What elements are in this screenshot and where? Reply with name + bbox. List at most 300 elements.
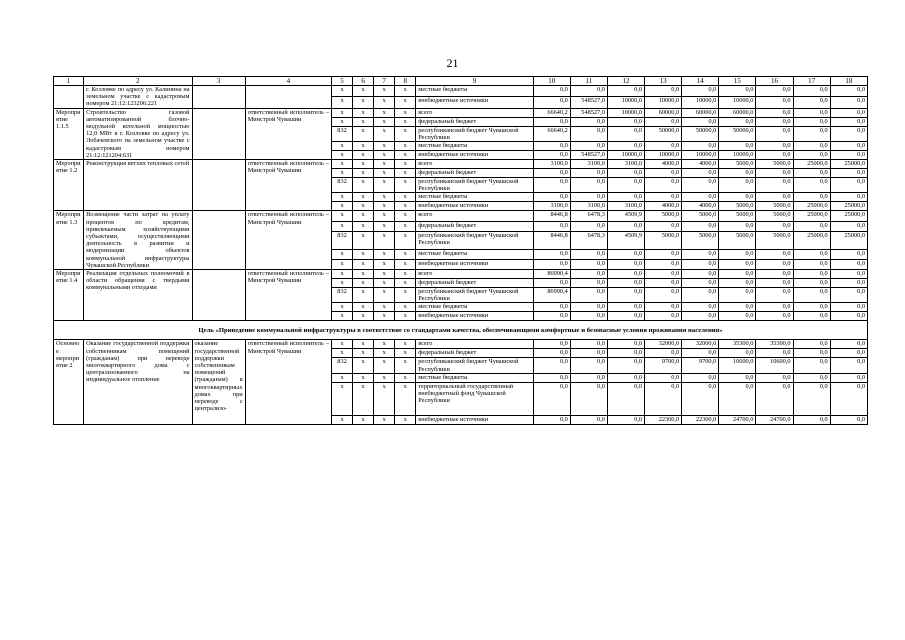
amount-cell: 0,0 [607,221,644,231]
amount-cell: 0,0 [607,169,644,178]
code-cell: x [353,97,374,108]
amount-cell: 3100,0 [607,160,644,169]
code-cell: x [374,126,395,141]
code-cell: x [395,358,416,373]
page-number: 21 [446,56,459,70]
measure-description: Строительство газовой автоматизированной блочно-модульной котельной мощностью 12,0 МВт в г. Козловке по адресу ул. Лобачевского на земельном участке с кадастровым номером 21:12:121204:631 [84,108,192,159]
amount-cell: 0,0 [793,221,830,231]
amount-cell: 0,0 [570,349,607,358]
amount-cell: 0,0 [607,249,644,259]
amount-cell: 0,0 [756,169,793,178]
amount-cell: 4000,0 [645,202,682,211]
amount-cell: 0,0 [570,382,607,415]
amount-cell: 0,0 [756,303,793,312]
amount-cell: 0,0 [533,193,570,202]
code-cell: x [374,270,395,279]
amount-cell: 10600,0 [756,358,793,373]
code-cell: x [353,178,374,193]
amount-cell: 0,0 [682,288,719,303]
amount-cell: 0,0 [645,288,682,303]
amount-cell: 0,0 [756,382,793,415]
amount-cell: 0,0 [570,259,607,269]
amount-cell: 25000,0 [793,160,830,169]
amount-cell: 0,0 [570,288,607,303]
funding-source: внебюджетные источники [416,97,533,108]
amount-cell: 6478,3 [570,231,607,249]
amount-cell: 0,0 [645,259,682,269]
code-cell: x [353,340,374,349]
header-cell: 16 [756,77,793,86]
code-cell: x [395,270,416,279]
amount-cell: 9700,0 [645,358,682,373]
code-cell: x [374,211,395,221]
amount-cell: 0,0 [682,349,719,358]
amount-cell: 0,0 [682,142,719,151]
amount-cell: 4000,0 [682,202,719,211]
amount-cell: 0,0 [607,270,644,279]
amount-cell: 0,0 [682,382,719,415]
amount-cell: 0,0 [533,259,570,269]
measure-description: г. Козловке по адресу ул. Калинина на земельном участке с кадастровым номером 21:12:123206:221 [84,86,192,109]
amount-cell: 0,0 [645,86,682,97]
code-cell: x [395,231,416,249]
amount-cell: 0,0 [793,169,830,178]
amount-cell: 0,0 [719,303,756,312]
measure-name [54,86,84,109]
amount-cell: 0,0 [570,373,607,382]
table-row [54,211,868,221]
amount-cell: 0,0 [830,373,867,382]
amount-cell: 3100,0 [533,202,570,211]
amount-cell: 60000,0 [682,108,719,117]
code-cell: x [353,160,374,169]
amount-cell: 0,0 [830,340,867,349]
table-row [54,160,868,169]
code-cell: x [395,193,416,202]
funding-source: внебюджетные источники [416,151,533,160]
amount-cell: 0,0 [830,288,867,303]
code-cell: x [353,312,374,321]
amount-cell: 0,0 [607,382,644,415]
code-cell: x [395,382,416,415]
funding-source: всего [416,211,533,221]
amount-cell: 50000,0 [719,126,756,141]
code-cell: x [374,178,395,193]
code-cell: x [374,312,395,321]
amount-cell: 0,0 [645,178,682,193]
amount-cell: 0,0 [756,86,793,97]
amount-cell: 0,0 [570,126,607,141]
amount-cell: 0,0 [682,249,719,259]
amount-cell: 8446,8 [533,211,570,221]
responsible-executor: ответственный исполнитель – Минстрой Чувашии [245,160,331,211]
code-cell: x [374,382,395,415]
code-cell: x [353,259,374,269]
funding-source: республиканский бюджет Чувашской Республики [416,231,533,249]
amount-cell: 0,0 [533,303,570,312]
code-cell: x [332,303,353,312]
code-cell: 832 [332,288,353,303]
amount-cell: 0,0 [793,279,830,288]
code-cell: x [374,142,395,151]
code-cell: x [332,259,353,269]
funding-source: всего [416,270,533,279]
amount-cell: 0,0 [793,288,830,303]
measure-description: Реконструкция ветхих тепловых сетей [84,160,192,211]
code-cell: x [353,211,374,221]
amount-cell: 0,0 [607,340,644,349]
amount-cell: 0,0 [645,193,682,202]
amount-cell: 0,0 [607,117,644,126]
funding-source: внебюджетные источники [416,259,533,269]
amount-cell: 32000,0 [645,340,682,349]
code-cell: x [353,415,374,424]
funding-source: внебюджетные источники [416,312,533,321]
amount-cell: 5000,0 [719,231,756,249]
code-cell: x [332,279,353,288]
header-cell: 15 [719,77,756,86]
header-cell: 2 [84,77,192,86]
code-cell: x [353,117,374,126]
amount-cell: 0,0 [793,270,830,279]
table-row [54,86,868,97]
amount-cell: 0,0 [607,86,644,97]
amount-cell: 0,0 [607,279,644,288]
amount-cell: 0,0 [793,117,830,126]
code-cell: x [395,108,416,117]
responsible-executor: ответственный исполнитель – Минстрой Чувашии [245,340,331,424]
header-cell: 6 [353,77,374,86]
amount-cell: 0,0 [533,86,570,97]
code-cell: x [353,270,374,279]
measure-name: Мероприятие 1.1.5 [54,108,84,159]
amount-cell: 0,0 [756,259,793,269]
amount-cell: 0,0 [756,288,793,303]
code-cell: x [374,117,395,126]
code-cell: x [332,221,353,231]
code-cell: x [395,415,416,424]
funding-source: местные бюджеты [416,142,533,151]
amount-cell: 0,0 [719,86,756,97]
amount-cell: 0,0 [830,279,867,288]
amount-cell: 0,0 [756,108,793,117]
amount-cell: 0,0 [793,415,830,424]
amount-cell: 0,0 [570,358,607,373]
code-cell: x [395,142,416,151]
amount-cell: 0,0 [756,221,793,231]
code-cell: x [332,270,353,279]
amount-cell: 0,0 [756,193,793,202]
amount-cell: 0,0 [607,415,644,424]
amount-cell: 0,0 [756,373,793,382]
funding-source: республиканский бюджет Чувашской Республики [416,178,533,193]
amount-cell: 0,0 [756,279,793,288]
amount-cell: 0,0 [830,169,867,178]
code-cell: x [395,373,416,382]
amount-cell: 0,0 [682,259,719,269]
amount-cell: 66640,2 [533,108,570,117]
code-cell: x [395,211,416,221]
amount-cell: 0,0 [793,312,830,321]
code-cell: x [374,259,395,269]
amount-cell: 3100,0 [570,202,607,211]
header-cell: 14 [682,77,719,86]
amount-cell: 0,0 [682,312,719,321]
amount-cell: 0,0 [830,358,867,373]
amount-cell: 4509,9 [607,231,644,249]
amount-cell: 22300,0 [682,415,719,424]
code-cell: x [395,349,416,358]
code-cell: x [332,211,353,221]
amount-cell: 10000,0 [682,97,719,108]
funding-source: местные бюджеты [416,249,533,259]
amount-cell: 0,0 [719,142,756,151]
code-cell: x [353,86,374,97]
amount-cell: 0,0 [570,249,607,259]
amount-cell: 0,0 [719,288,756,303]
code-cell: x [374,349,395,358]
header-cell: 5 [332,77,353,86]
funding-source: местные бюджеты [416,193,533,202]
code-cell: x [395,221,416,231]
amount-cell: 0,0 [570,279,607,288]
code-cell: x [374,340,395,349]
amount-cell: 0,0 [533,169,570,178]
code-cell: x [332,312,353,321]
measure-result [192,160,245,211]
amount-cell: 0,0 [830,349,867,358]
amount-cell: 0,0 [645,221,682,231]
amount-cell: 86990,4 [533,270,570,279]
amount-cell: 0,0 [533,97,570,108]
code-cell: x [332,349,353,358]
amount-cell: 0,0 [793,86,830,97]
amount-cell: 6478,3 [570,211,607,221]
code-cell: x [374,373,395,382]
code-cell: x [374,86,395,97]
code-cell: x [332,202,353,211]
code-cell: x [332,142,353,151]
amount-cell: 0,0 [719,259,756,269]
amount-cell: 0,0 [756,178,793,193]
amount-cell: 25000,0 [793,231,830,249]
amount-cell: 0,0 [570,312,607,321]
amount-cell: 0,0 [830,178,867,193]
amount-cell: 0,0 [607,193,644,202]
header-cell: 17 [793,77,830,86]
amount-cell: 5000,0 [756,211,793,221]
amount-cell: 60000,0 [645,108,682,117]
amount-cell: 0,0 [793,340,830,349]
header-cell: 10 [533,77,570,86]
amount-cell: 0,0 [570,193,607,202]
amount-cell: 5000,0 [719,202,756,211]
amount-cell: 0,0 [533,373,570,382]
amount-cell: 0,0 [607,288,644,303]
code-cell: x [332,382,353,415]
amount-cell: 0,0 [682,279,719,288]
amount-cell: 0,0 [830,108,867,117]
amount-cell: 0,0 [830,117,867,126]
code-cell: x [395,202,416,211]
amount-cell: 0,0 [533,249,570,259]
amount-cell: 0,0 [793,151,830,160]
amount-cell: 5000,0 [682,231,719,249]
measure-description: Возмещение части затрат на уплату процентов по кредитам, привлекаемым хозяйствующими субъектами, осуществляющими деятельность в развитии и модернизации объектов коммунальной инфраструктуры Чувашской Республики [84,211,192,270]
funding-source: местные бюджеты [416,373,533,382]
amount-cell: 22300,0 [645,415,682,424]
code-cell: x [353,279,374,288]
code-cell: x [395,303,416,312]
header-cell: 13 [645,77,682,86]
amount-cell: 0,0 [682,373,719,382]
code-cell: x [332,117,353,126]
amount-cell: 0,0 [533,279,570,288]
amount-cell: 0,0 [682,178,719,193]
header-cell: 7 [374,77,395,86]
measure-result [192,211,245,270]
amount-cell: 25000,0 [793,202,830,211]
amount-cell: 0,0 [719,117,756,126]
amount-cell: 50000,0 [645,126,682,141]
amount-cell: 25000,0 [830,231,867,249]
measure-description: Реализация отдельных полномочий в области обращения с твердыми коммунальными отходами [84,270,192,321]
funding-source: федеральный бюджет [416,279,533,288]
code-cell: x [353,193,374,202]
amount-cell: 0,0 [830,303,867,312]
amount-cell: 0,0 [793,259,830,269]
amount-cell: 0,0 [793,358,830,373]
amount-cell: 0,0 [570,303,607,312]
amount-cell: 0,0 [570,169,607,178]
code-cell: x [332,249,353,259]
goal-row [54,321,868,340]
amount-cell: 3100,0 [533,160,570,169]
amount-cell: 0,0 [607,303,644,312]
code-cell: x [332,169,353,178]
header-cell: 12 [607,77,644,86]
amount-cell: 0,0 [607,358,644,373]
amount-cell: 0,0 [830,415,867,424]
amount-cell: 5000,0 [719,211,756,221]
amount-cell: 0,0 [682,303,719,312]
amount-cell: 0,0 [570,415,607,424]
amount-cell: 0,0 [719,279,756,288]
amount-cell: 0,0 [719,178,756,193]
code-cell: x [395,169,416,178]
measure-name: Мероприятие 1.4 [54,270,84,321]
amount-cell: 0,0 [830,270,867,279]
amount-cell: 0,0 [719,249,756,259]
amount-cell: 25000,0 [830,202,867,211]
amount-cell: 0,0 [830,259,867,269]
amount-cell: 0,0 [719,193,756,202]
amount-cell: 25000,0 [830,211,867,221]
amount-cell: 60000,0 [719,108,756,117]
amount-cell: 0,0 [830,249,867,259]
code-cell: x [353,126,374,141]
amount-cell: 0,0 [719,382,756,415]
amount-cell: 0,0 [793,108,830,117]
amount-cell: 0,0 [830,221,867,231]
amount-cell: 0,0 [533,142,570,151]
measure-description: Оказание государственной поддержки собственникам помещений (гражданам) при переводе многоквартирного дома с централизованного на индивидуальное отопление [84,340,192,424]
code-cell: x [353,169,374,178]
header-cell: 9 [416,77,533,86]
code-cell: x [374,279,395,288]
code-cell: x [332,108,353,117]
amount-cell: 10000,0 [645,151,682,160]
amount-cell: 0,0 [719,270,756,279]
amount-cell: 0,0 [645,349,682,358]
amount-cell: 0,0 [645,382,682,415]
code-cell: x [374,303,395,312]
amount-cell: 0,0 [607,312,644,321]
amount-cell: 0,0 [756,126,793,141]
amount-cell: 0,0 [533,415,570,424]
amount-cell: 0,0 [570,86,607,97]
funding-source: внебюджетные источники [416,202,533,211]
code-cell: x [395,126,416,141]
goal-text: Цель «Приведение коммунальной инфраструктуры в соответствие со стандартами качества, обеспечивающими комфортные и безопасные условия проживания населения» [54,321,868,340]
amount-cell: 0,0 [570,340,607,349]
amount-cell: 0,0 [830,312,867,321]
code-cell: x [374,358,395,373]
code-cell: x [395,279,416,288]
amount-cell: 35300,0 [719,340,756,349]
code-cell: x [395,249,416,259]
amount-cell: 0,0 [570,221,607,231]
code-cell: x [332,86,353,97]
amount-cell: 0,0 [682,86,719,97]
header-cell: 1 [54,77,84,86]
code-cell: x [332,373,353,382]
header-cell: 18 [830,77,867,86]
amount-cell: 0,0 [607,126,644,141]
code-cell: 832 [332,358,353,373]
amount-cell: 0,0 [719,221,756,231]
code-cell: 832 [332,126,353,141]
funding-source: федеральный бюджет [416,349,533,358]
funding-source: всего [416,340,533,349]
code-cell: x [395,86,416,97]
funding-source: республиканский бюджет Чувашской Республики [416,126,533,141]
header-cell: 11 [570,77,607,86]
amount-cell: 0,0 [793,303,830,312]
amount-cell: 548527,0 [570,97,607,108]
amount-cell: 0,0 [533,340,570,349]
amount-cell: 32000,0 [682,340,719,349]
amount-cell: 24700,0 [756,415,793,424]
amount-cell: 0,0 [645,142,682,151]
amount-cell: 0,0 [830,97,867,108]
amount-cell: 0,0 [607,259,644,269]
responsible-executor [245,86,331,109]
budget-table [53,76,868,425]
funding-source: республиканский бюджет Чувашской Республики [416,358,533,373]
funding-source: всего [416,108,533,117]
measure-name: Мероприятие 1.3 [54,211,84,270]
amount-cell: 0,0 [756,97,793,108]
table-row [54,340,868,349]
code-cell: x [332,151,353,160]
amount-cell: 0,0 [793,126,830,141]
amount-cell: 0,0 [756,117,793,126]
amount-cell: 548527,0 [570,151,607,160]
amount-cell: 25000,0 [830,160,867,169]
amount-cell: 10000,0 [682,151,719,160]
funding-source: местные бюджеты [416,303,533,312]
